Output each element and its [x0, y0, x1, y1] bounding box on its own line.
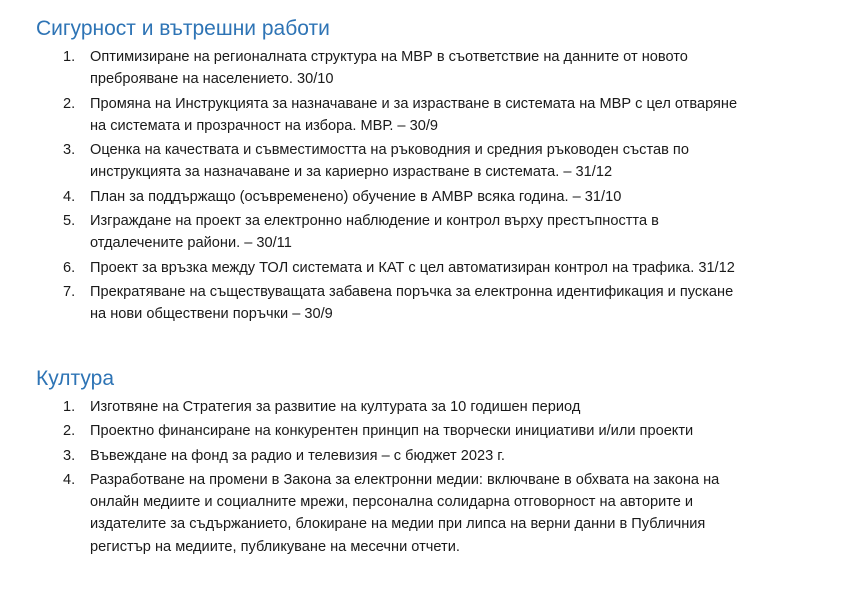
item-text: План за поддържащо (осъвременено) обучение в АМВР всяка година. – 31/10: [90, 188, 622, 205]
item-number: 1.: [63, 399, 76, 415]
item-text: Изграждане на проект за електронно наблюдение и контрол върху престъпността в отдалечените райони. – 30/11: [90, 213, 659, 252]
item-number: 5.: [63, 213, 76, 230]
item-text: Проектно финансиране на конкурентен принцип на творчески инициативи и/или проекти: [90, 423, 694, 440]
section-heading-security: Сигурност и вътрешни работи: [36, 17, 330, 40]
item-number: 2.: [63, 95, 76, 112]
item-number: 3.: [63, 447, 76, 464]
list-item: [0, 93, 750, 138]
list-item: [0, 186, 750, 208]
item-number: 4.: [63, 471, 76, 488]
item-text: Разработване на промени в Закона за електронни медии: включване в обхвата на закона на онлайн медиите и социалните мрежи, персонална солидарна отговорност на авторите и издателите за съдържанието, блокиране на медии при липса на верни данни в Публичния регистър на медиите, публикуване на месечни отчети.: [90, 471, 720, 555]
item-text: Изготвяне на Стратегия за развитие на културата за 10 годишен период: [90, 399, 581, 415]
section-heading-culture: Култура: [36, 367, 115, 390]
security-numbered-list: [0, 46, 864, 328]
list-item: [0, 469, 750, 558]
list-item: [0, 46, 750, 91]
list-item: [0, 281, 750, 326]
culture-numbered-list: [0, 396, 864, 560]
list-item: [0, 139, 750, 184]
item-text: Оценка на качествата и съвместимостта на ръководния и средния ръководен състав по инструкцията за назначаване и за кариерно израстване в системата. – 31/12: [90, 142, 689, 181]
item-text: Оптимизиране на регионалната структура на МВР в съответствие на данните от новото преброяване на населението. 30/10: [90, 49, 688, 88]
item-number: 7.: [63, 283, 76, 300]
item-number: 2.: [63, 423, 76, 440]
item-number: 1.: [63, 49, 76, 65]
item-number: 3.: [63, 142, 76, 159]
item-text: Проект за връзка между ТОЛ системата и КАТ с цел автоматизиран контрол на трафика. 31/12: [90, 259, 735, 276]
item-text: Промяна на Инструкцията за назначаване и за израстване в системата на МВР с цел отваряне на системата и прозрачност на избора. МВР. – 30/9: [90, 95, 738, 134]
item-number: 4.: [63, 188, 76, 205]
list-item: [0, 210, 750, 255]
list-item: [0, 420, 750, 442]
item-text: Въвеждане на фонд за радио и телевизия – с бюджет 2023 г.: [90, 447, 505, 464]
list-item: [0, 257, 750, 279]
item-text: Прекратяване на съществуващата забавена поръчка за електронна идентификация и пускане на нови обществени поръчки – 30/9: [90, 283, 734, 323]
item-number: 6.: [63, 259, 76, 276]
list-item: [0, 445, 750, 467]
list-item: [0, 396, 750, 418]
